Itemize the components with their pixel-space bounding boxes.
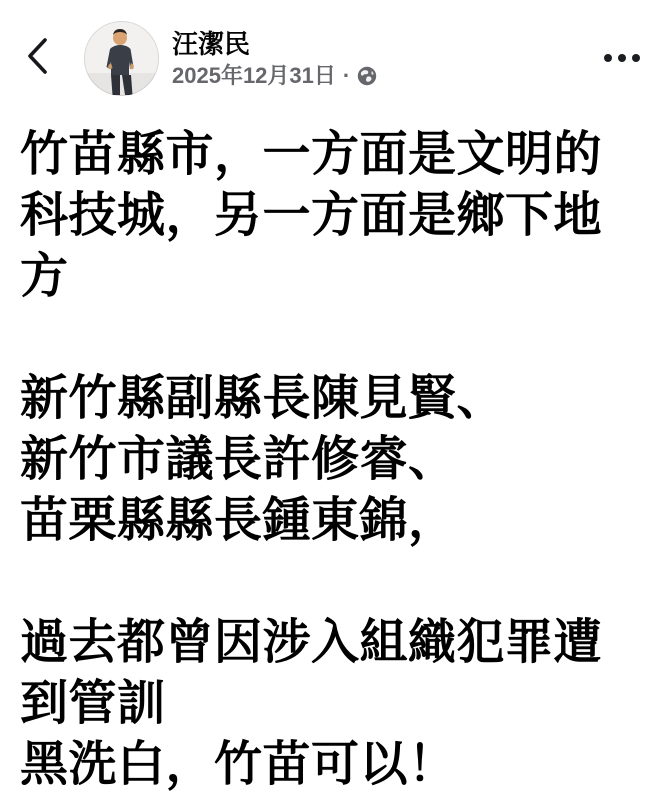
globe-privacy-icon (357, 66, 377, 86)
post-text-line: 過去都曾因涉入組織犯罪遭 (20, 616, 603, 669)
post-text-line: 方 (20, 250, 69, 303)
ellipsis-icon (604, 54, 640, 62)
post-meta (172, 63, 377, 89)
post-text-line: 新竹市議長許修睿、 (20, 433, 457, 486)
author-block (172, 28, 377, 89)
post-blank-line (20, 551, 646, 612)
post-text-line: 竹苗縣市，一方面是文明的 (20, 128, 603, 181)
post-header (0, 0, 664, 96)
post-text-line: 苗栗縣縣長鍾東錦， (20, 494, 457, 547)
post-text-line: 科技城，另一方面是鄉下地 (20, 189, 603, 242)
chevron-left-icon (25, 36, 49, 81)
post-text-line: 新竹縣副縣長陳見賢、 (20, 372, 506, 425)
author-name[interactable]: 汪潔民 (172, 28, 251, 59)
post-text-line: 黑洗白，竹苗可以！ (20, 738, 457, 791)
post-date: 2025年12月31日 (172, 62, 336, 88)
post-blank-line (20, 307, 646, 368)
post-text-line: 到管訓 (20, 677, 166, 730)
more-options-button[interactable] (604, 44, 640, 72)
meta-separator: · (342, 62, 351, 88)
avatar[interactable] (84, 21, 159, 96)
back-button[interactable] (24, 38, 50, 78)
post-body (0, 124, 664, 795)
